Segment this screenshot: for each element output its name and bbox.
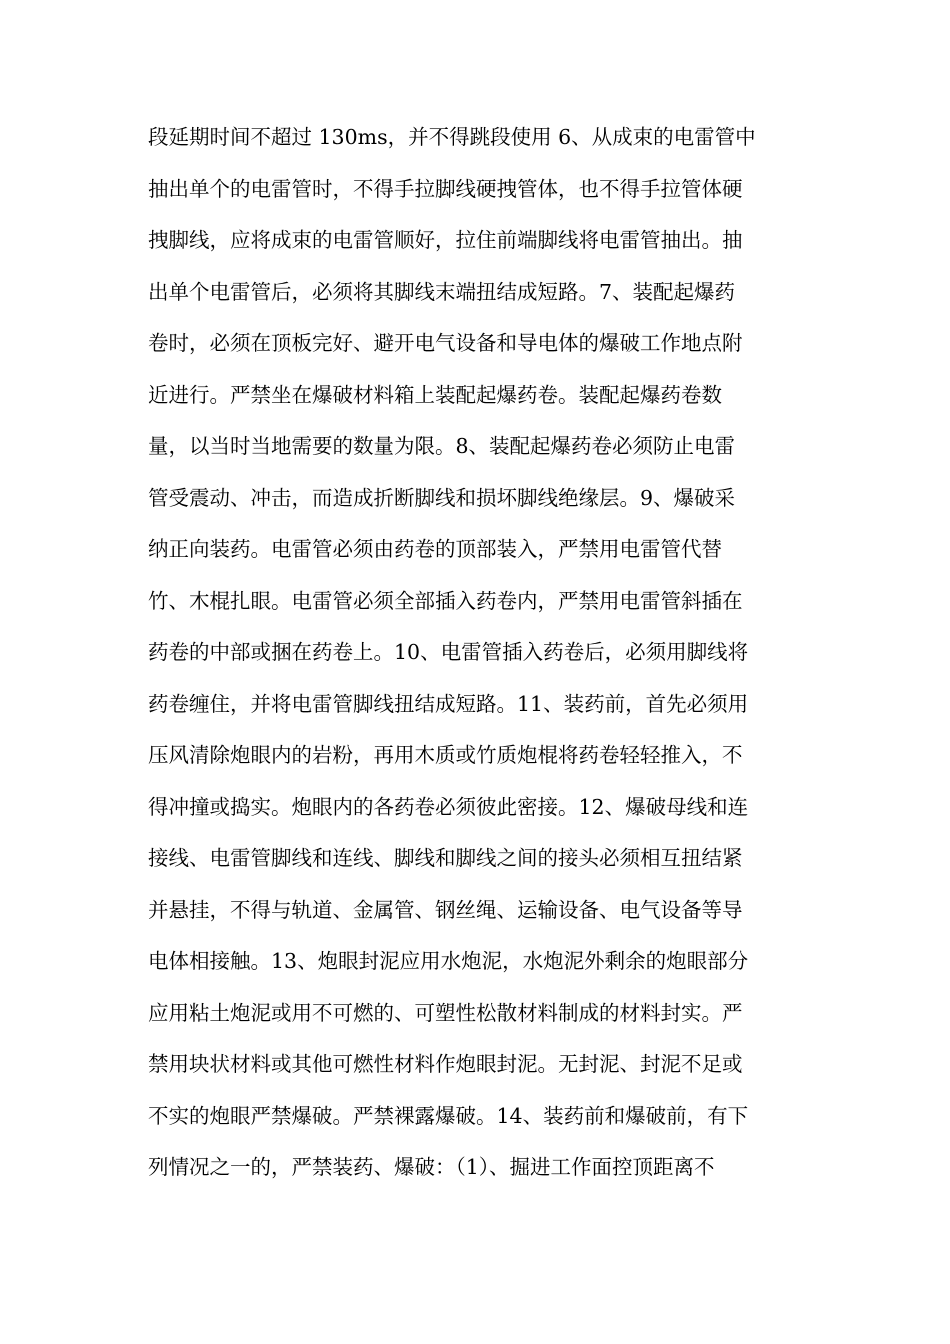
- text-line: 压风清除炮眼内的岩粉，再用木质或竹质炮棍将药卷轻轻推入，不: [148, 743, 743, 767]
- text-line: 竹、木棍扎眼。电雷管必须全部插入药卷内，严禁用电雷管斜插在: [148, 588, 743, 613]
- text-line: 禁用块状材料或其他可燃性材料作炮眼封泥。无封泥、封泥不足或: [148, 1052, 743, 1076]
- text-line: 电体相接触。13、炮眼封泥应用水炮泥，水炮泥外剩余的炮眼部分: [148, 949, 749, 973]
- text-line: 出单个电雷管后，必须将其脚线末端扭结成短路。7、装配起爆药: [148, 279, 736, 304]
- text-line: 药卷的中部或捆在药卷上。10、电雷管插入药卷后，必须用脚线将: [148, 640, 749, 664]
- text-line: 药卷缠住，并将电雷管脚线扭结成短路。11、装药前，首先必须用: [148, 691, 749, 716]
- text-line: 管受震动、冲击，而造成折断脚线和损坏脚线绝缘层。9、爆破采: [148, 485, 736, 510]
- text-line: 卷时，必须在顶板完好、避开电气设备和导电体的爆破工作地点附: [148, 331, 743, 355]
- body-paragraph: [148, 119, 808, 1201]
- text-line: 纳正向装药。电雷管必须由药卷的顶部装入，严禁用电雷管代替: [148, 537, 722, 561]
- text-line: 拽脚线，应将成束的电雷管顺好，拉住前端脚线将电雷管抽出。抽: [148, 228, 743, 252]
- text-line: 应用粘土炮泥或用不可燃的、可塑性松散材料制成的材料封实。严: [148, 1000, 743, 1025]
- text-line: 并悬挂，不得与轨道、金属管、钢丝绳、运输设备、电气设备等导: [148, 897, 743, 922]
- text-line: 不实的炮眼严禁爆破。严禁裸露爆破。14、装药前和爆破前，有下: [148, 1103, 749, 1128]
- text-line: 量，以当时当地需要的数量为限。8、装配起爆药卷必须防止电雷: [148, 434, 736, 458]
- text-line: 段延期时间不超过 130ms，并不得跳段使用 6、从成束的电雷管中: [148, 125, 756, 149]
- text-line: 抽出单个的电雷管时，不得手拉脚线硬拽管体，也不得手拉管体硬: [148, 176, 743, 201]
- text-line: 接线、电雷管脚线和连线、脚线和脚线之间的接头必须相互扭结紧: [148, 846, 743, 870]
- text-line: 列情况之一的，严禁装药、爆破：（1）、掘进工作面控顶距离不: [148, 1155, 715, 1179]
- text-line: 近进行。严禁坐在爆破材料箱上装配起爆药卷。装配起爆药卷数: [148, 382, 722, 407]
- text-line: 得冲撞或捣实。炮眼内的各药卷必须彼此密接。12、爆破母线和连: [148, 794, 749, 819]
